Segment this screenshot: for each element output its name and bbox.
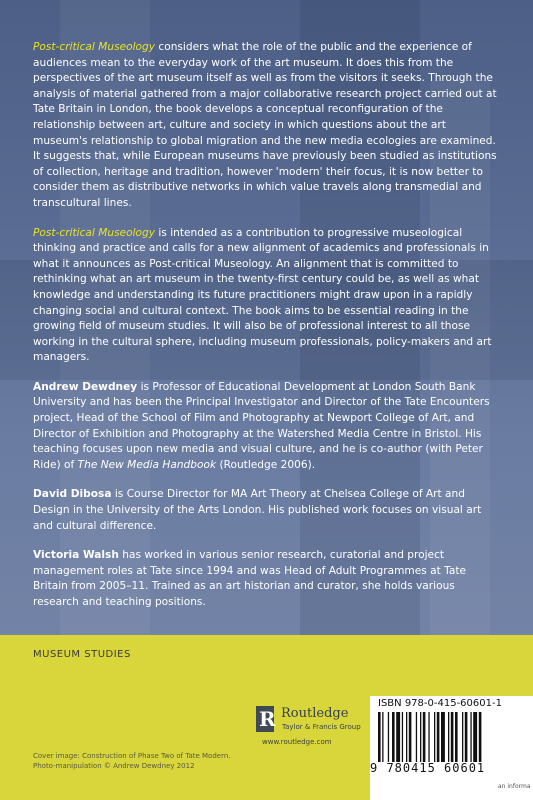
author-bio-walsh: Victoria Walsh has worked in various senior research, curatorial and project management roles at Tate since 1994 and was Head of Adult Programmes at Tate Britain from 2005–11. Trained as an art historian and curator, she holds various research and teaching positions.: [33, 549, 467, 608]
barcode-bar: [462, 712, 463, 762]
author-name: Victoria Walsh: [33, 549, 119, 562]
publisher-name: Routledge: [281, 706, 349, 721]
barcode-bar: [455, 712, 458, 762]
barcode-bar: [451, 712, 454, 762]
barcode-bar: [423, 712, 426, 762]
barcode-icon: [378, 712, 508, 762]
author-bio-dewdney: Andrew Dewdney is Professor of Educational Development at London South Bank University and has been the Principal Investigator and Director of the Tate Encounters project, Head of the School of Film and Photography at Newport College of Art, and Director of Exhibition and Photography at the Watershed Media Centre in Bristol. His teaching focuses upon new media and visual culture, and he is co-author (with Peter Ride) of The New Media Handbook (Routledge 2006).: [33, 380, 490, 471]
barcode-bar: [473, 712, 477, 762]
barcode-bar: [437, 712, 440, 762]
barcode-bar: [406, 712, 407, 762]
barcode-bar: [465, 712, 468, 762]
book-title-mention: Post-critical Museology: [33, 226, 156, 239]
publisher-subtitle: Taylor & Francis Group: [282, 723, 361, 731]
barcode-bar: [402, 712, 403, 762]
barcode-bar: [392, 712, 395, 762]
author-bio-dibosa: David Dibosa is Course Director for MA Art Theory at Chelsea College of Art and Design in the University of the Arts London. His published work focuses on visual art and cultural difference.: [33, 488, 482, 532]
barcode-bar: [388, 712, 389, 762]
barcode-bar: [479, 712, 482, 762]
barcode-bar: [396, 712, 400, 762]
informa-label: an informa: [498, 783, 531, 790]
barcode-bar: [409, 712, 412, 762]
cover-credit: Cover image: Construction of Phase Two of Tate Modern. Photo-manipulation © Andrew Dewdney 2012: [33, 752, 231, 770]
author-name: Andrew Dewdney: [33, 380, 138, 393]
barcode-bar: [428, 712, 429, 762]
barcode-digits: 9 780415 60601: [370, 761, 486, 775]
series-label: MUSEUM STUDIES: [33, 649, 131, 660]
blurb-paragraph-1: Post-critical Museology considers what the role of the public and the experience of audiences mean to the everyday work of the art museum. It does this from the perspectives of the art museum itself as well as from the visitors it seeks. Through the analysis of material gathered from a major collaborative research project carried out at Tate Britain in London, the book develops a conceptual reconfiguration of the relationship between art, culture and society in which questions about the art museum's relationship to global migration and the new media ecologies are examined. It suggests that, while European museums have previously been studied as institutions of collection, heritage and tradition, however 'modern' their focus, it is now better to consider them as distributive networks in which value travels along transmedial and transcultural lines.: [33, 41, 497, 209]
barcode-bar: [470, 712, 471, 762]
blurb-text: [33, 40, 503, 625]
barcode-bar: [434, 712, 435, 762]
book-reference: The New Media Handbook: [77, 458, 217, 471]
isbn-label: ISBN 978-0-415-60601-1: [378, 698, 502, 709]
publisher-url: www.routledge.com: [262, 738, 332, 746]
blurb-paragraph-2: Post-critical Museology is intended as a contribution to progressive museological thinking and practice and calls for a new alignment of academics and professionals in what it announces as Post-critical Museology. An alignment that is committed to rethinking what an art museum in the twenty-first century could be, as well as what knowledge and understanding its future practitioners might draw upon in a rapidly changing social and cultural context. The book aims to be essential reading in the growing field of museum studies. It will also be of professional interest to all those working in the cultural sphere, including museum professionals, policy-makers and art managers.: [33, 226, 492, 364]
author-name: David Dibosa: [33, 488, 112, 501]
barcode-bar: [378, 712, 381, 762]
barcode-bar: [441, 712, 445, 762]
routledge-logo-letter: R: [259, 707, 276, 731]
barcode-bar: [420, 712, 421, 762]
book-title-mention: Post-critical Museology: [33, 41, 156, 53]
barcode-bar: [448, 712, 449, 762]
barcode-bar: [382, 712, 383, 762]
barcode-bar: [416, 712, 417, 762]
